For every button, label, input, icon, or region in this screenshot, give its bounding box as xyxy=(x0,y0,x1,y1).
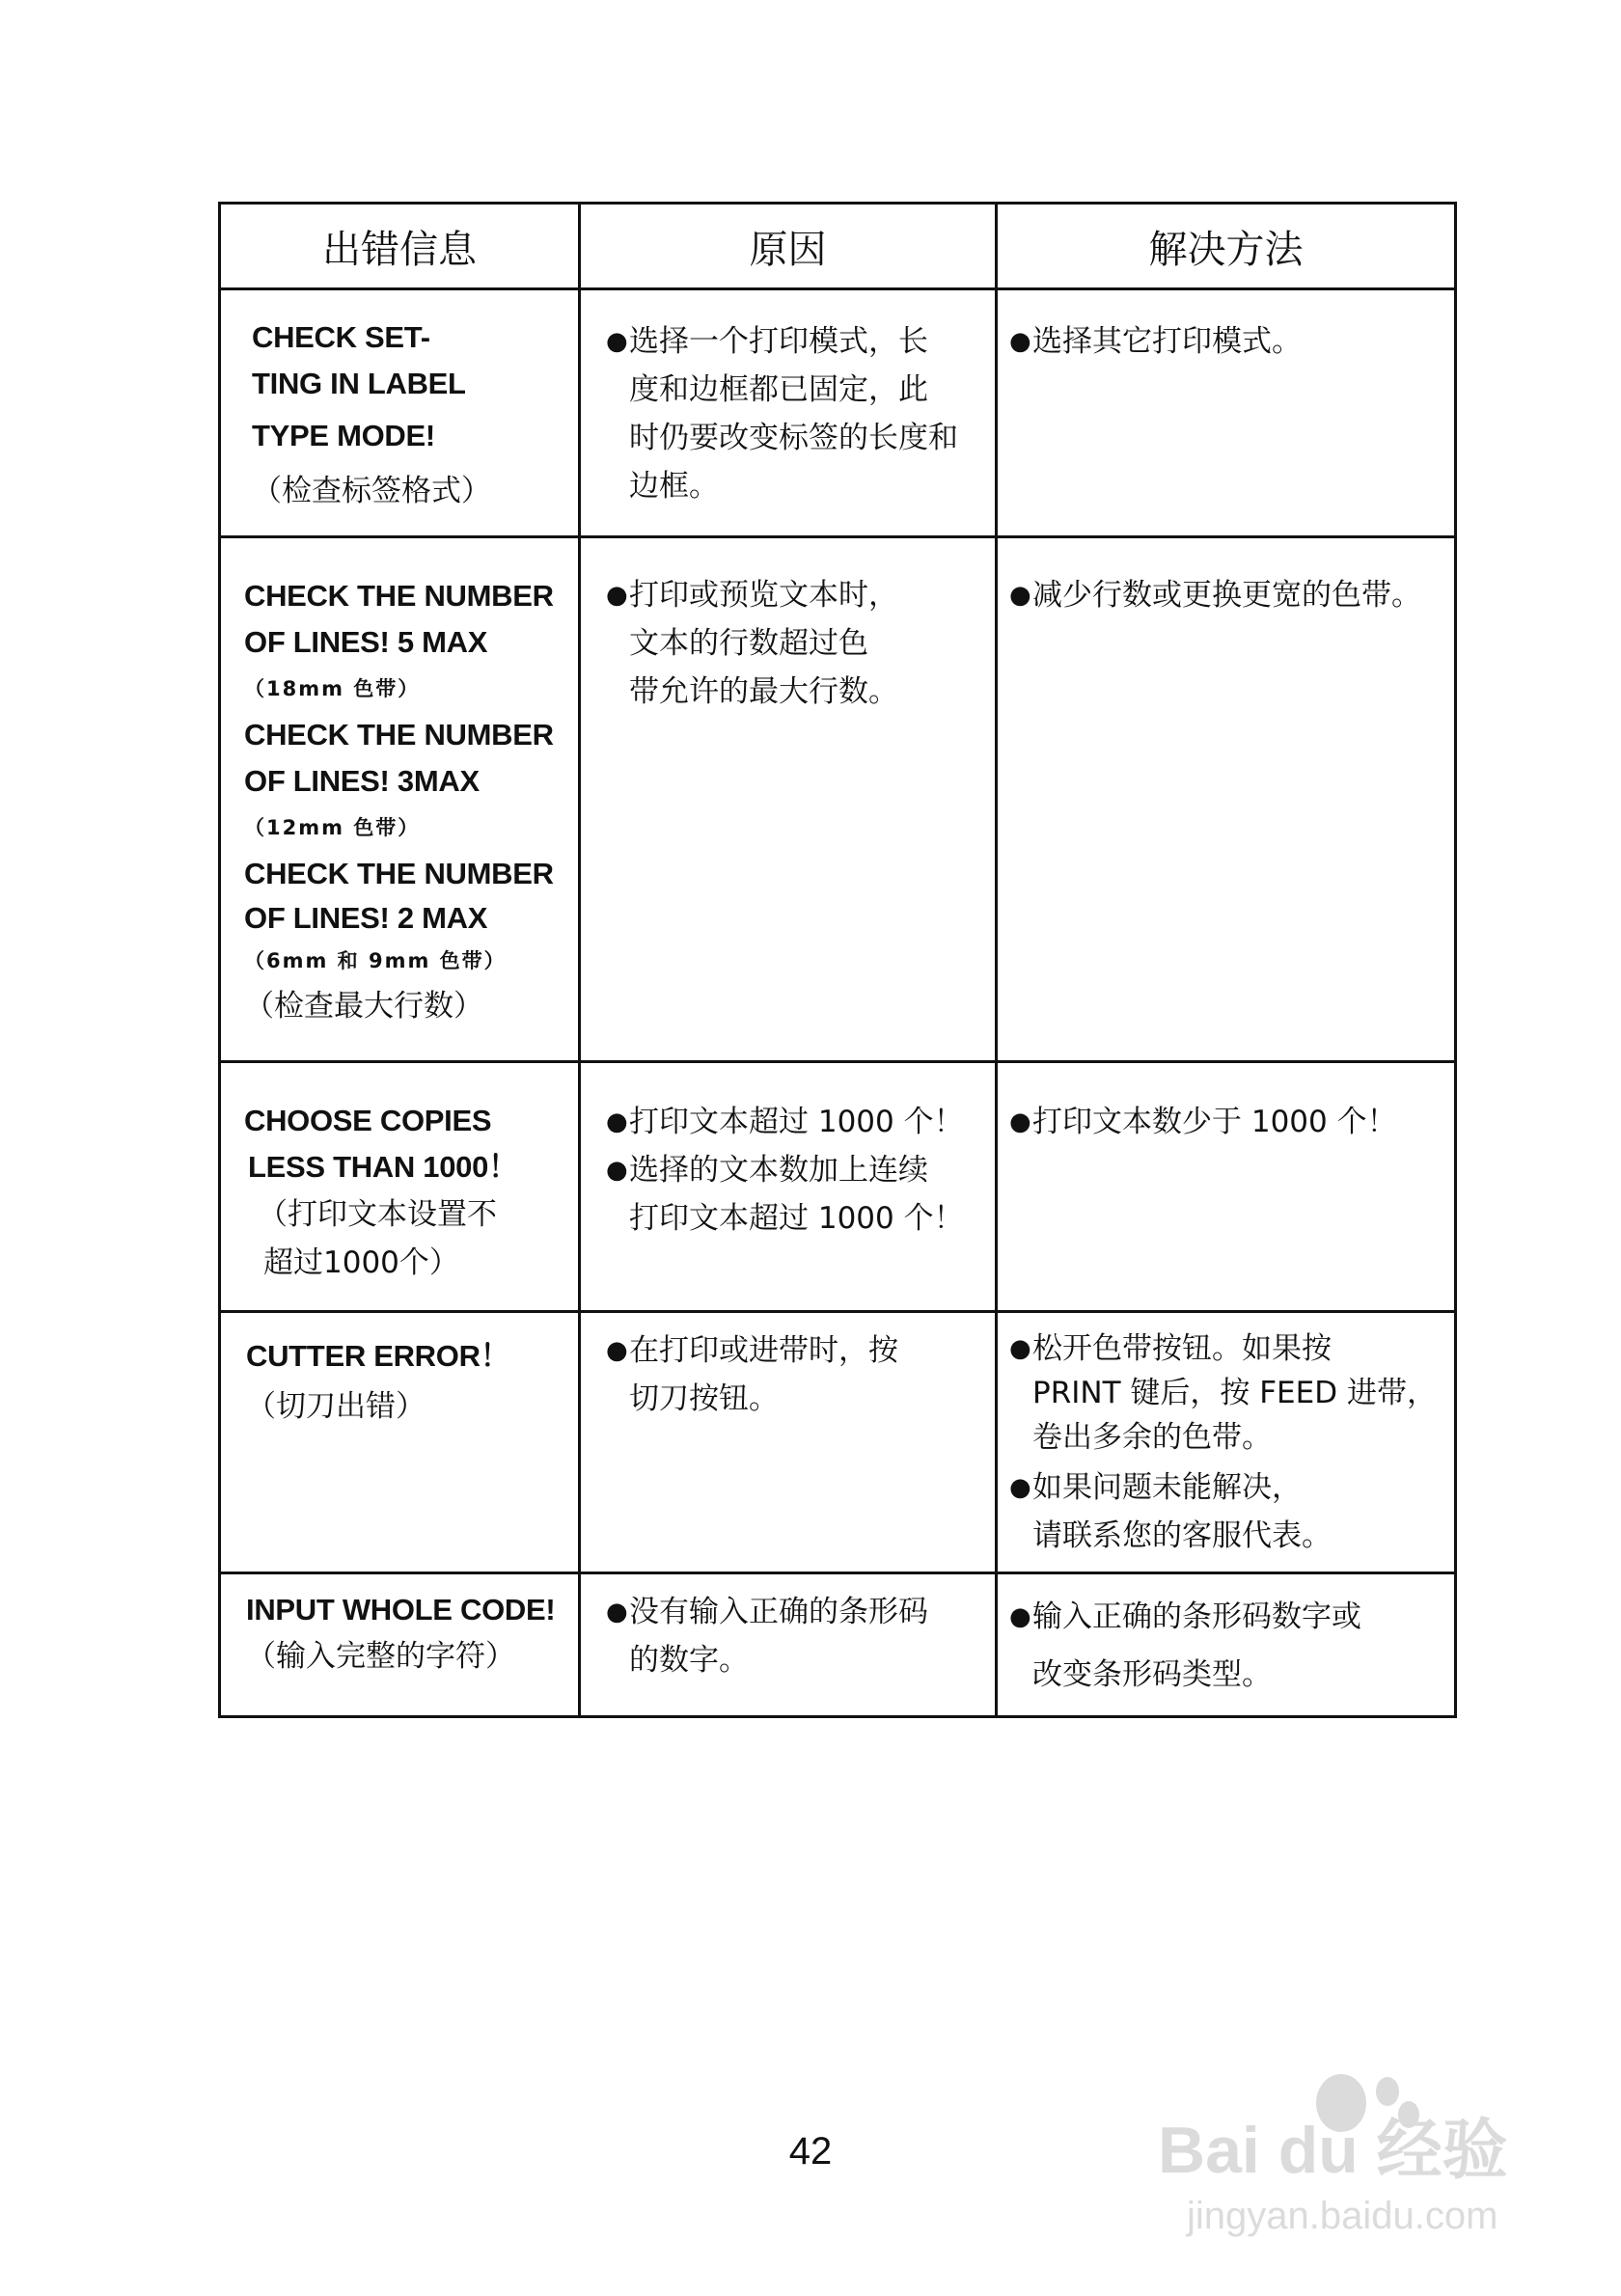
ribbon-size-note: （12mm 色带） xyxy=(244,816,421,839)
list-item xyxy=(606,1146,981,1243)
list-item xyxy=(606,1326,981,1423)
cause-text: 打印文本超过 1000 个！ xyxy=(629,1105,964,1139)
solution-cell xyxy=(997,1312,1456,1573)
bullet-icon: ● xyxy=(606,327,628,356)
error-message-cell xyxy=(220,1062,580,1312)
ribbon-size-note: （18mm 色带） xyxy=(244,677,421,700)
header-cause: 原因 xyxy=(580,204,997,289)
page-number: 42 xyxy=(788,2130,833,2173)
error-message-translation: （输入完整的字符） xyxy=(246,1639,515,1674)
error-message-line: INPUT WHOLE CODE! xyxy=(246,1593,556,1626)
error-message-cell xyxy=(220,289,580,537)
list-item xyxy=(1009,317,1441,366)
bullet-icon: ● xyxy=(606,1336,628,1365)
cause-text: 选择的文本数加上连续 打印文本超过 1000 个！ xyxy=(629,1153,964,1236)
error-message-line: LESS THAN 1000！ xyxy=(248,1150,518,1184)
bullet-icon: ● xyxy=(606,1107,628,1136)
error-message-line: OF LINES! 3MAX xyxy=(244,764,480,798)
error-message-line: CHECK SET- xyxy=(252,320,430,354)
list-item xyxy=(1009,1463,1441,1560)
bullet-icon: ● xyxy=(1009,1602,1031,1631)
table-row xyxy=(220,1573,1456,1717)
bullet-icon: ● xyxy=(1009,1473,1031,1502)
error-message-line: OF LINES! 2 MAX xyxy=(244,901,488,935)
cause-text: 选择一个打印模式，长 度和边框都已固定，此 时仍要改变标签的长度和 边框。 xyxy=(629,324,958,504)
error-message-cell xyxy=(220,537,580,1062)
solution-cell xyxy=(997,289,1456,537)
error-message-translation: 超过1000个） xyxy=(263,1245,459,1280)
table-row xyxy=(220,1062,1456,1312)
bullet-icon: ● xyxy=(1009,1107,1031,1136)
watermark-brand: Bai du 经验 xyxy=(1158,2114,1508,2187)
list-item xyxy=(606,317,981,510)
cause-text: 在打印或进带时，按 切刀按钮。 xyxy=(629,1333,898,1416)
error-table xyxy=(218,202,1457,1718)
error-message-translation: （切刀出错） xyxy=(246,1389,426,1424)
error-message-translation: （检查标签格式） xyxy=(252,474,491,508)
solution-text: 选择其它打印模式。 xyxy=(1032,324,1302,359)
solution-cell xyxy=(997,1573,1456,1717)
bullet-icon: ● xyxy=(1009,327,1031,356)
header-message: 出错信息 xyxy=(220,204,580,289)
error-message-translation: （打印文本设置不 xyxy=(258,1197,497,1232)
cause-cell xyxy=(580,1573,997,1717)
list-item xyxy=(1009,571,1441,619)
bullet-icon: ● xyxy=(606,581,628,610)
error-message-line: CHECK THE NUMBER xyxy=(244,857,554,890)
cause-cell xyxy=(580,289,997,537)
baidu-jingyan-watermark xyxy=(1148,2064,1553,2248)
cause-text: 没有输入正确的条形码 的数字。 xyxy=(629,1595,928,1678)
table-header-row xyxy=(220,204,1456,289)
cause-cell xyxy=(580,537,997,1062)
solution-cell xyxy=(997,1062,1456,1312)
error-message-line: CHECK THE NUMBER xyxy=(244,579,554,613)
header-solution: 解决方法 xyxy=(997,204,1456,289)
bullet-icon: ● xyxy=(1009,581,1031,610)
error-message-cell xyxy=(220,1573,580,1717)
list-item xyxy=(1009,1326,1441,1460)
list-item xyxy=(606,1098,981,1146)
bullet-icon: ● xyxy=(1009,1334,1031,1363)
solution-text: 如果问题未能解决， 请联系您的客服代表。 xyxy=(1032,1470,1332,1553)
solution-text: 打印文本数少于 1000 个！ xyxy=(1032,1105,1397,1139)
error-message-line: CUTTER ERROR！ xyxy=(246,1339,510,1373)
cause-cell xyxy=(580,1312,997,1573)
table-row xyxy=(220,1312,1456,1573)
error-message-line: TING IN LABEL xyxy=(252,367,466,400)
cause-text: 打印或预览文本时， 文本的行数超过色 带允许的最大行数。 xyxy=(629,578,898,709)
solution-text: 松开色带按钮。如果按 PRINT 键后，按 FEED 进带， 卷出多余的色带。 xyxy=(1032,1331,1437,1455)
solution-text: 输入正确的条形码数字或 改变条形码类型。 xyxy=(1032,1599,1361,1692)
error-message-line: CHOOSE COPIES xyxy=(244,1104,492,1137)
error-message-line: OF LINES! 5 MAX xyxy=(244,625,488,659)
list-item xyxy=(1009,1098,1441,1146)
error-message-line: TYPE MODE! xyxy=(252,419,435,452)
bullet-icon: ● xyxy=(606,1156,628,1185)
cause-cell xyxy=(580,1062,997,1312)
solution-cell xyxy=(997,537,1456,1062)
solution-text: 减少行数或更换更宽的色带。 xyxy=(1032,578,1421,613)
bullet-icon: ● xyxy=(606,1598,628,1626)
list-item xyxy=(606,1588,981,1684)
list-item xyxy=(606,571,981,716)
watermark-url: jingyan.baidu.com xyxy=(1187,2195,1498,2237)
error-message-line: CHECK THE NUMBER xyxy=(244,718,554,752)
error-message-cell xyxy=(220,1312,580,1573)
list-item xyxy=(1009,1588,1441,1704)
error-message-translation: （检查最大行数） xyxy=(244,989,483,1024)
table-row xyxy=(220,289,1456,537)
table-row xyxy=(220,537,1456,1062)
ribbon-size-note: （6mm 和 9mm 色带） xyxy=(244,949,507,972)
